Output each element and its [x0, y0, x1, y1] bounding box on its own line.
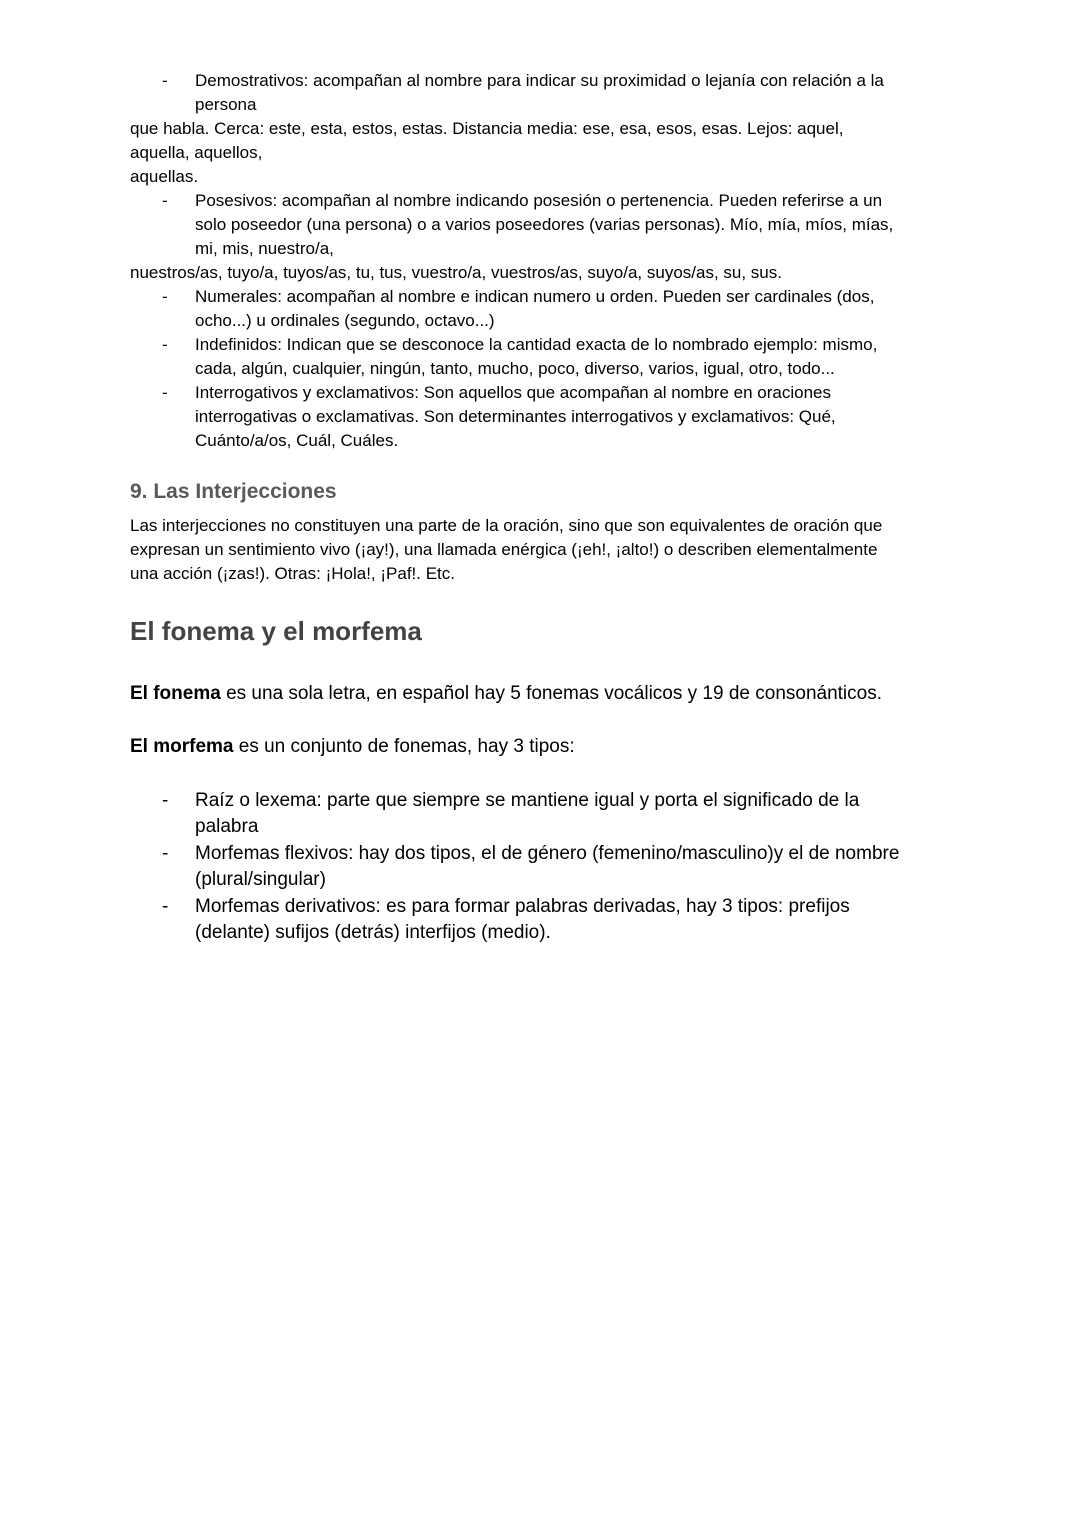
list-item-text: ocho...) u ordinales (segundo, octavo...): [195, 311, 495, 330]
list-item-text: Interrogativos y exclamativos: Son aquellos que acompañan al nombre en oraciones: [195, 383, 831, 402]
term-fonema: El fonema: [130, 683, 221, 704]
paragraph-line: expresan un sentimiento vivo (¡ay!), una llamada enérgica (¡eh!, ¡alto!) o describen elementalmente: [130, 540, 878, 559]
definition-text: es una sola letra, en español hay 5 fonemas vocálicos y 19 de consonánticos.: [220, 683, 882, 704]
definition-text: es un conjunto de fonemas, hay 3 tipos:: [233, 736, 575, 757]
list-item-text: (plural/singular): [195, 869, 326, 890]
list-bullet: -: [162, 335, 168, 354]
list-bullet: -: [162, 287, 168, 306]
list-item-text: palabra: [195, 816, 259, 837]
list-item-text: Cuánto/a/os, Cuál, Cuáles.: [195, 431, 399, 450]
list-item-text: Demostrativos: acompañan al nombre para indicar su proximidad o lejanía con relación a la: [195, 71, 884, 90]
list-item-text: (delante) sufijos (detrás) interfijos (medio).: [195, 922, 551, 943]
list-item-text: interrogativas o exclamativas. Son determinantes interrogativos y exclamativos: Qué,: [195, 407, 836, 426]
list-item-text: persona: [195, 95, 257, 114]
list-bullet: -: [162, 191, 168, 210]
list-item-text: Raíz o lexema: parte que siempre se mantiene igual y porta el significado de la: [195, 790, 860, 811]
list-item-text: Indefinidos: Indican que se desconoce la cantidad exacta de lo nombrado ejemplo: mismo,: [195, 335, 878, 354]
page-heading: El fonema y el morfema: [130, 616, 422, 646]
paragraph-line: aquella, aquellos,: [130, 143, 263, 162]
list-item-text: cada, algún, cualquier, ningún, tanto, mucho, poco, diverso, varios, igual, otro, todo...: [195, 359, 835, 378]
list-item-text: Morfemas flexivos: hay dos tipos, el de género (femenino/masculino)y el de nombre: [195, 843, 900, 864]
list-item-text: Morfemas derivativos: es para formar palabras derivadas, hay 3 tipos: prefijos: [195, 896, 850, 917]
paragraph-line: nuestros/as, tuyo/a, tuyos/as, tu, tus, vuestro/a, vuestros/as, suyo/a, suyos/as, su, sus.: [130, 263, 782, 282]
term-morfema: El morfema: [130, 736, 234, 757]
list-bullet: -: [162, 896, 169, 917]
list-bullet: -: [162, 383, 168, 402]
list-bullet: -: [162, 71, 168, 90]
list-bullet: -: [162, 790, 169, 811]
list-item-text: Posesivos: acompañan al nombre indicando posesión o pertenencia. Pueden referirse a un: [195, 191, 883, 210]
list-bullet: -: [162, 843, 169, 864]
paragraph-line: Las interjecciones no constituyen una parte de la oración, sino que son equivalentes de oración que: [130, 516, 883, 535]
paragraph-line: una acción (¡zas!). Otras: ¡Hola!, ¡Paf!. Etc.: [130, 564, 455, 583]
list-item-text: mi, mis, nuestro/a,: [195, 239, 334, 258]
paragraph-line: que habla. Cerca: este, esta, estos, estas. Distancia media: ese, esa, esos, esas. Lejos: aquel,: [130, 119, 844, 138]
paragraph-line: aquellas.: [130, 167, 199, 186]
list-item-text: solo poseedor (una persona) o a varios poseedores (varias personas). Mío, mía, míos, mías,: [195, 215, 894, 234]
fonema-definition: [130, 681, 882, 707]
list-item-text: Numerales: acompañan al nombre e indican numero u orden. Pueden ser cardinales (dos,: [195, 287, 875, 306]
section-heading: 9. Las Interjecciones: [130, 480, 337, 503]
morfema-definition: [130, 734, 575, 760]
